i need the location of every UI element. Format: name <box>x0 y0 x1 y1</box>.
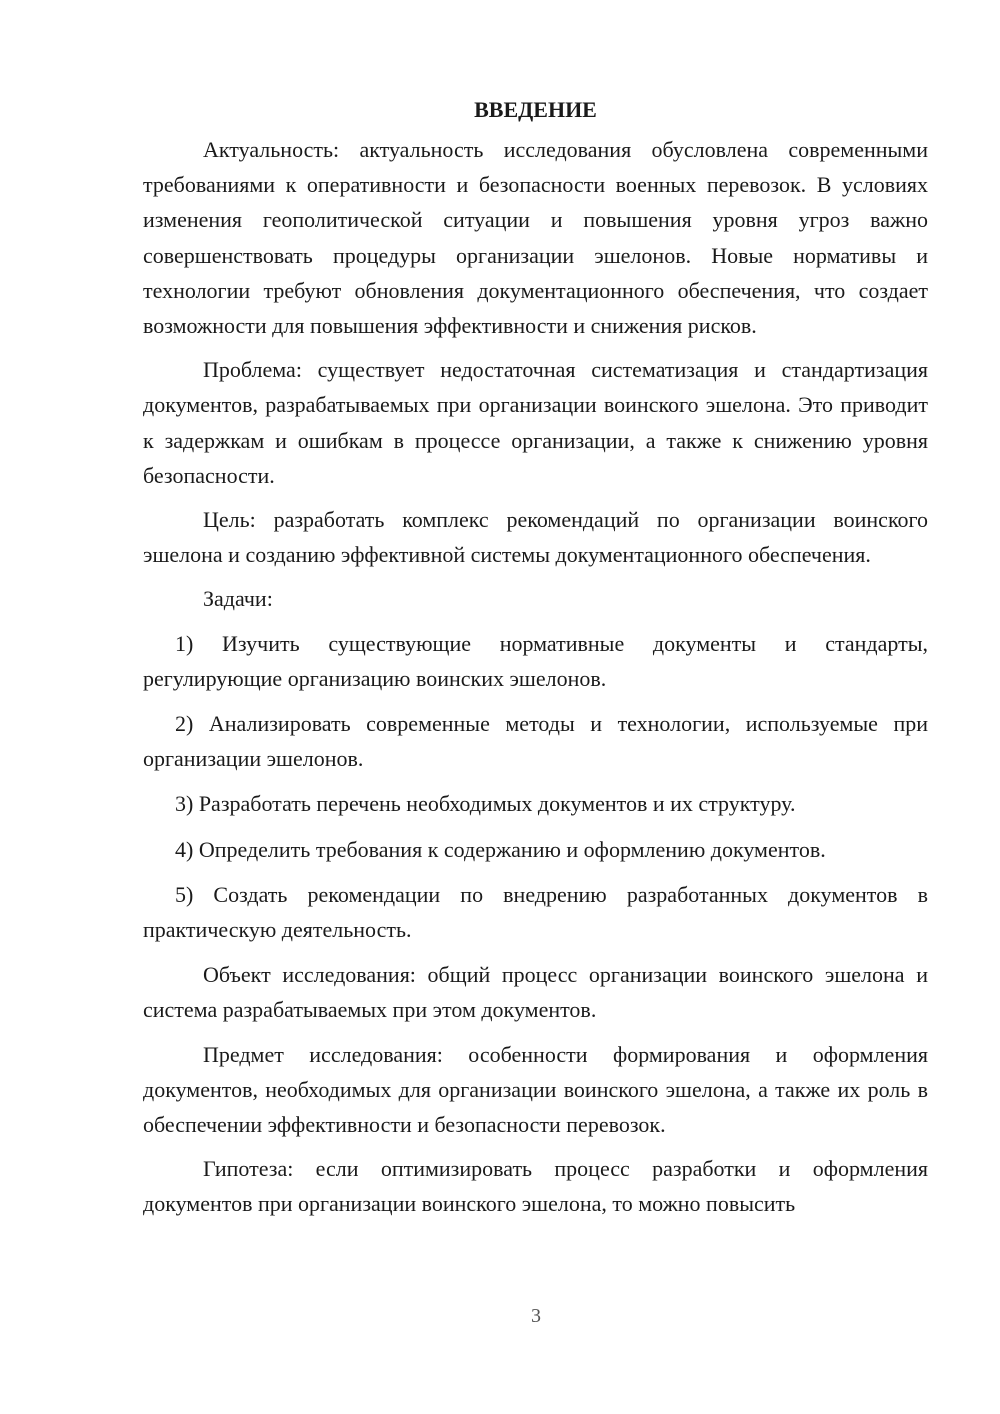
task-item-4: 4) Определить требования к содержанию и оформлению документов. <box>175 836 826 862</box>
paragraph-problem: Проблема: существует недостаточная систематизация и стандартизация документов, разрабатываемых при организации воинского эшелона. Это приводит к задержкам и ошибкам в процессе организации, а также к снижению уровня безопасности. <box>143 357 928 488</box>
document-page <box>143 92 928 1231</box>
paragraph-subject: Предмет исследования: особенности формирования и оформления документов, необходимых для организации воинского эшелона, а также их роль в обеспечении эффективности и безопасности перевозок. <box>143 1041 928 1138</box>
paragraph-relevance: Актуальность: актуальность исследования обусловлена современными требованиями к оперативности и безопасности военных перевозок. В условиях изменения геополитической ситуации и повышения уровня угроз важно совершенствовать процедуры организации эшелонов. Новые нормативы и технологии требуют обновления документационного обеспечения, что создает возможности для повышения эффективности и снижения рисков. <box>143 137 928 339</box>
task-item-5: 5) Создать рекомендации по внедрению разработанных документов в практическую деятельность. <box>143 881 928 943</box>
tasks-title: Задачи: <box>203 586 273 612</box>
task-item-1: 1) Изучить существующие нормативные документы и стандарты, регулирующие организацию воинских эшелонов. <box>143 630 928 691</box>
page-number: 3 <box>531 1305 541 1327</box>
paragraph-hypothesis: Гипотеза: если оптимизировать процесс разработки и оформления документов при организации воинского эшелона, то можно повысить <box>143 1156 928 1217</box>
task-item-3: 3) Разработать перечень необходимых документов и их структуру. <box>175 791 796 817</box>
paragraph-goal: Цель: разработать комплекс рекомендаций по организации воинского эшелона и созданию эффективной системы документационного обеспечения. <box>143 507 928 568</box>
paragraph-object: Объект исследования: общий процесс организации воинского эшелона и система разрабатываемых при этом документов. <box>143 962 928 1023</box>
task-item-2: 2) Анализировать современные методы и технологии, используемые при организации эшелонов. <box>143 711 928 772</box>
section-heading: ВВЕДЕНИЕ <box>474 97 597 122</box>
